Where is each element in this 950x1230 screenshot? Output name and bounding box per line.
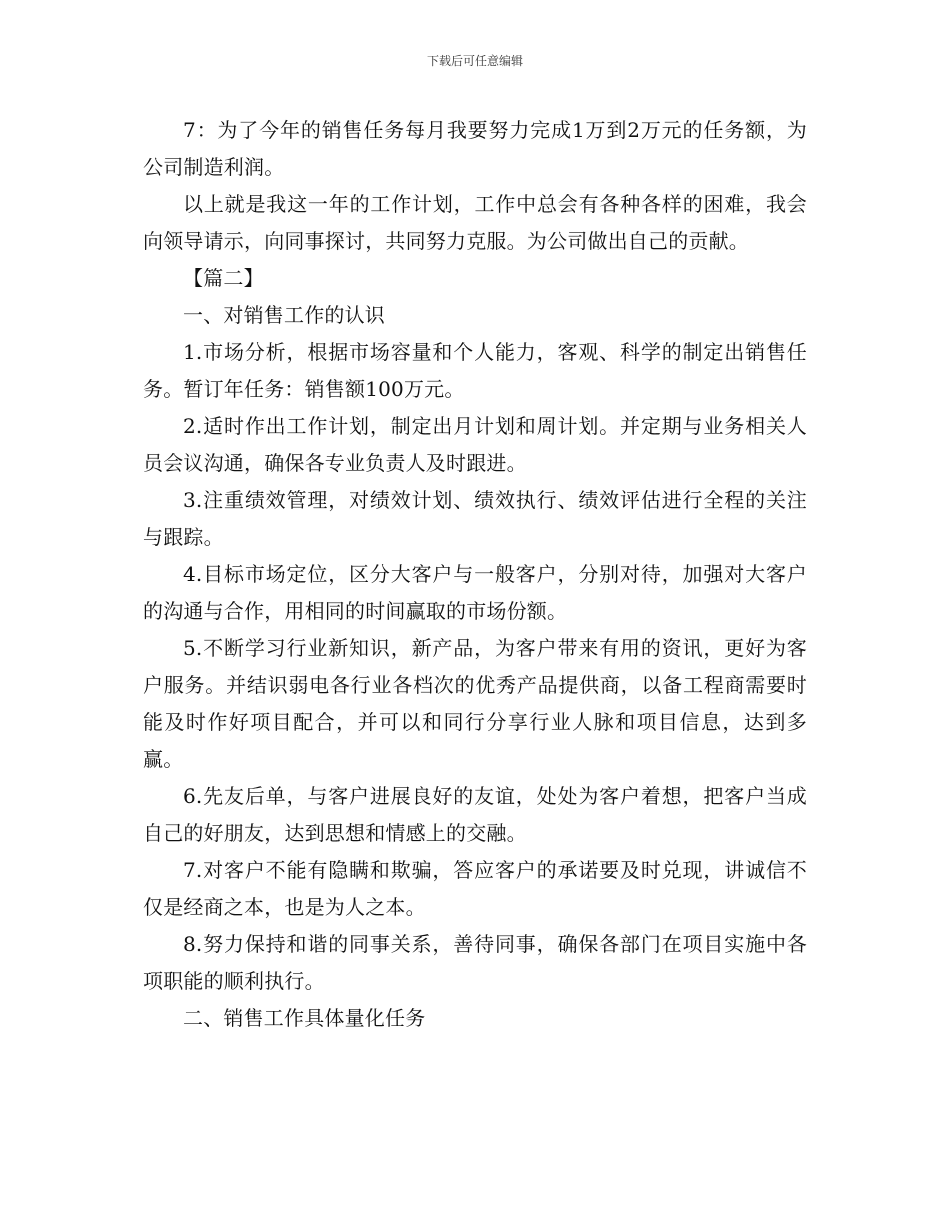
list-item-4: 4.目标市场定位，区分大客户与一般客户，分别对待，加强对大客户的沟通与合作，用相同的时间赢取的市场份额。 (143, 562, 807, 623)
list-item-3: 3.注重绩效管理，对绩效计划、绩效执行、绩效评估进行全程的关注与跟踪。 (143, 488, 807, 549)
paragraph-conclusion: 以上就是我这一年的工作计划，工作中总会有各种各样的困难，我会向领导请示，向同事探讨，共同努力克服。为公司做出自己的贡献。 (143, 192, 807, 253)
section-heading-2: 二、销售工作具体量化任务 (183, 1006, 426, 1030)
list-item-2: 2.适时作出工作计划，制定出月计划和周计划。并定期与业务相关人员会议沟通，确保各专业负责人及时跟进。 (143, 414, 807, 475)
page-header: 下载后可任意编辑 (426, 54, 523, 68)
list-item-5: 5.不断学习行业新知识，新产品，为客户带来有用的资讯，更好为客户服务。并结识弱电各行业各档次的优秀产品提供商，以备工程商需要时能及时作好项目配合，并可以和同行分享行业人脉和项目信息，达到多赢。 (143, 636, 807, 771)
list-item-1: 1.市场分析，根据市场容量和个人能力，客观、科学的制定出销售任务。暂订年任务：销售额100万元。 (143, 340, 807, 401)
paragraph-sales-target: 7：为了今年的销售任务每月我要努力完成1万到2万元的任务额，为公司制造利润。 (143, 118, 807, 179)
section-marker: 【篇二】 (183, 266, 264, 290)
list-item-7: 7.对客户不能有隐瞒和欺骗，答应客户的承诺要及时兑现，讲诚信不仅是经商之本，也是为人之本。 (143, 858, 807, 919)
list-item-8: 8.努力保持和谐的同事关系，善待同事，确保各部门在项目实施中各项职能的顺利执行。 (143, 932, 807, 993)
document-body (143, 112, 807, 1037)
list-item-6: 6.先友后单，与客户进展良好的友谊，处处为客户着想，把客户当成自己的好朋友，达到思想和情感上的交融。 (143, 784, 807, 845)
section-heading-1: 一、对销售工作的认识 (183, 303, 385, 327)
